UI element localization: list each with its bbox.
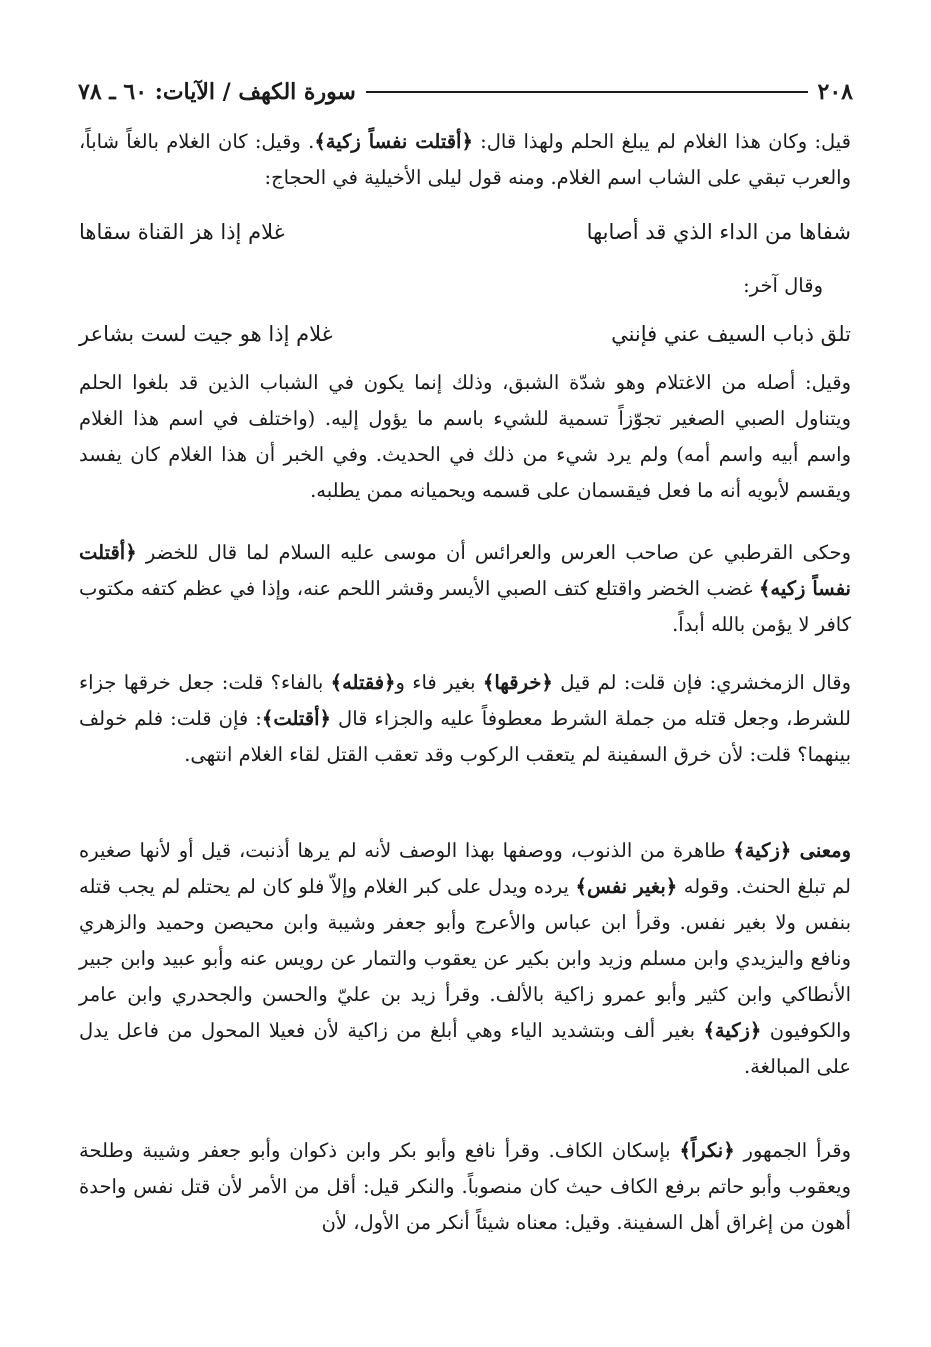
paragraph-3 [79,535,851,643]
paragraph-3-text-b: غضب الخضر واقتلع كتف الصبي الأيسر وقشر اللحم عنه، وإذا في عظم كتفه مكتوب كافر لا يؤمن بالله أبداً. [79,577,851,636]
paragraph-2: وقيل: أصله من الاغتلام وهو شدّة الشبق، وذلك إنما يكون في الشباب الذين قد بلغوا الحلم ويتناول الصبي الصغير تجوّزاً تسمية للشيء باسم ما يؤول إليه. (واختلف في اسم هذا الغلام واسم أبيه واسم أمه) ولم يرد شيء من ذلك في الحديث. وفي الخبر أن هذا الغلام كان يفسد ويقسم لأبويه أنه ما فعل فيقسمان على قسمه ويحميانه ممن يطلبه. [79,371,851,502]
header-rule [366,91,808,93]
verse-1-second-hemistich: غلام إذا هز القناة سقاها [79,220,285,244]
paragraph-5-lead: ومعنى [791,839,852,862]
paragraph-4 [79,665,851,773]
quran-quote: ﴿نكراً﴾ [679,1139,735,1162]
paragraph-4-text-a: وقال الزمخشري: فإن قلت: لم قيل [552,671,851,694]
paragraph-5-text-b: طاهرة من الذنوب، ووصفها بهذا الوصف لأنه لم يرها أذنبت، قيل أو لأنها صغيره لم تبلغ الحنث. وقوله [79,839,852,898]
quran-quote: ﴿بغير نفس﴾ [575,875,678,898]
quran-quote: ﴿زكية﴾ [733,839,792,862]
verse-1-first-hemistich: شفاها من الداء الذي قد أصابها [586,220,851,244]
paragraph-1-text-b: . وقيل: كان الغلام بالغاً شاباً، والعرب تبقي على الشاب اسم الغلام. ومنه قول ليلى الأخيلية في الحجاج: [79,130,851,189]
paragraph-6-text-a: وقرأ الجمهور [734,1139,851,1162]
paragraph-5-text-c: يرده ويدل على كبر الغلام وإلاّ فلو كان لم يحتلم لم يجب قتله بنفس ولا بغير نفس. وقرأ ابن عباس والأعرج وأبو جعفر وشيبة وابن محيصن وحميد والزهري ونافع واليزيدي وابن مسلم وزيد وابن بكير عن يعقوب والتمار عن رويس عنه وأبو عبيد وابن جبير الأنطاكي وابن كثير وأبو عمرو زاكية بالألف. وقرأ زيد بن عليّ والحسن والجحدري وابن عامر والكوفيون [79,875,851,1042]
page-number: ٢٠٨ [817,79,853,105]
page-header [78,72,853,112]
another-said-label: وقال آخر: [743,274,823,297]
quran-quote: ﴿أقتلت نفساً زكيه﴾ [79,541,851,600]
paragraph-5-text-d: بغير ألف وبتشديد الياء وهي أبلغ من زاكية لأن فعيلا المحول من فاعل يدل على المبالغة. [79,1019,851,1078]
verse-1 [79,212,851,252]
verse-2-first-hemistich: تلق ذباب السيف عني فإنني [611,322,851,346]
paragraph-3-text-a: وحكى القرطبي عن صاحب العرس والعرائس أن موسى عليه السلام لما قال للخضر [136,541,851,564]
quran-quote: ﴿أقتلت نفساً زكية﴾ [314,130,473,153]
paragraph-1-text-a: قيل: وكان هذا الغلام لم يبلغ الحلم ولهذا قال: [472,130,851,153]
paragraph-6-text-b: بإسكان الكاف. وقرأ نافع وأبو بكر وابن ذكوان وأبو جعفر وشيبة وطلحة ويعقوب وأبو حاتم برفع الكاف حيث كان منصوباً. والنكر قيل: أقل من الأمر لأن قتل نفس واحدة أهون من إغراق أهل السفينة. وقيل: معناه شيئاً أنكر من الأول، لأن [79,1139,851,1234]
verse-2 [79,314,851,354]
paragraph-4-text-b: بغير فاء و [395,671,483,694]
paragraph-4-text-c: بالفاء؟ قلت: جعل خرقها جزاء للشرط، وجعل قتله من جملة الشرط معطوفاً عليه والجزاء قال [79,671,852,730]
verse-2-second-hemistich: غلام إذا هو جيت لست بشاعر [79,322,333,346]
quran-quote: ﴿زكية﴾ [703,1019,762,1042]
paragraph-1 [79,124,851,196]
paragraph-5 [79,833,851,1085]
running-title: سورة الكهف / الآيات: ٦٠ ـ ٧٨ [78,79,356,105]
paragraph-4-text-d: : فإن قلت: فلم خولف بينهما؟ قلت: لأن خرق السفينة لم يتعقب الركوب وقد تعقب القتل لقاء الغلام انتهى. [79,707,851,766]
quran-quote: ﴿أقتلت﴾ [261,707,331,730]
quran-quote: ﴿خرقها﴾ [482,671,553,694]
quran-quote: ﴿فقتله﴾ [330,671,396,694]
paragraph-6 [79,1133,851,1241]
